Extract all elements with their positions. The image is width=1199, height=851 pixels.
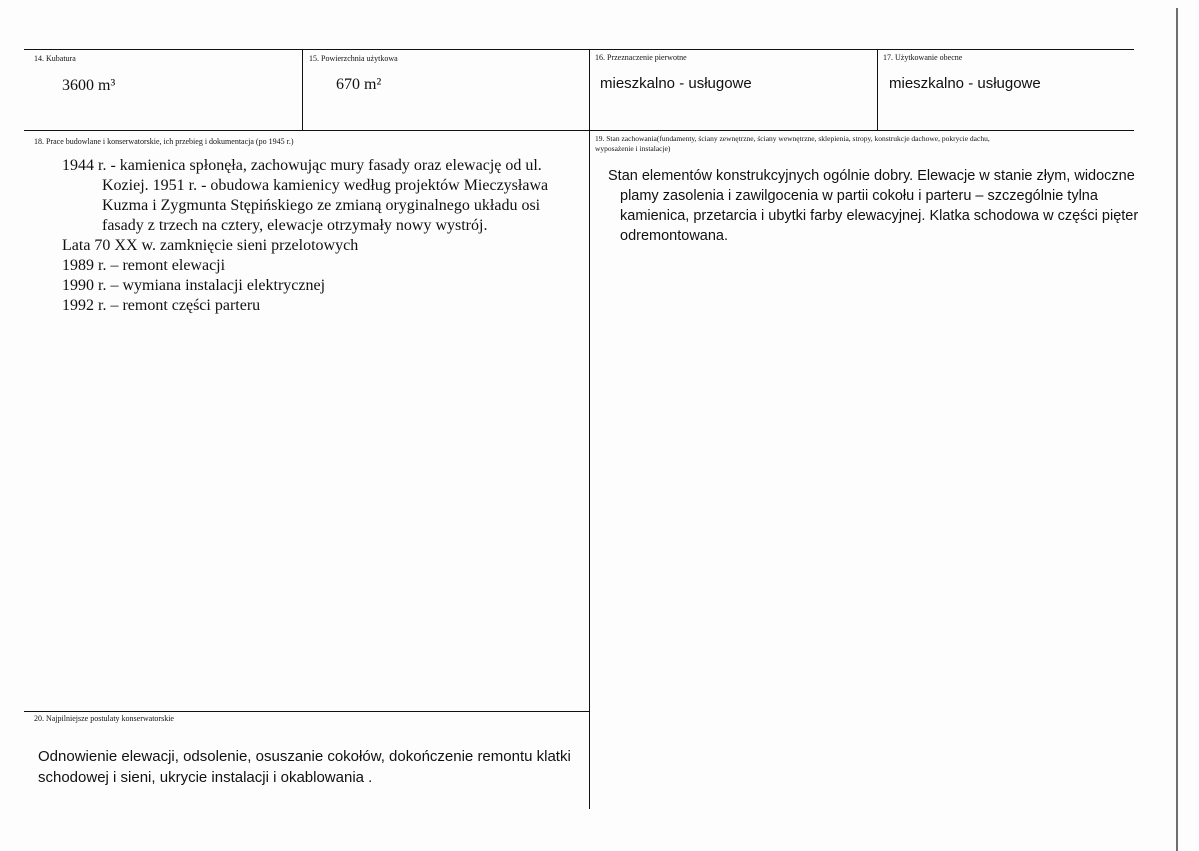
postulates-label: 20. Najpilniejsze postulaty konserwatorskie <box>34 714 174 723</box>
divider-16-17 <box>877 49 878 131</box>
current-use-value: mieszkalno - usługowe <box>889 75 1041 92</box>
usable-area-value: 670 m² <box>336 76 382 93</box>
condition-label-line2: wyposażenie i instalacje) <box>595 144 671 153</box>
works-content <box>62 156 582 316</box>
original-purpose-value: mieszkalno - usługowe <box>600 75 752 92</box>
row1-bottom-rule <box>24 130 1134 131</box>
works-label: 18. Prace budowlane i konserwatorskie, ich przebieg i dokumentacja (po 1945 r.) <box>34 137 294 146</box>
scan-edge <box>1176 8 1178 851</box>
works-paragraph: 1944 r. - kamienica spłonęła, zachowując mury fasady oraz elewację od ul. Koziej. 1951 r. - obudowa kamienicy według projektów Mieczysława Kuzma i Zygmunta Stępińskiego ze zmianą oryginalnego układu osi fasady z trzech na cztery, elewacje otrzymały nowy wystrój. <box>62 157 549 234</box>
postulates-text: Odnowienie elewacji, odsolenie, osuszanie cokołów, dokończenie remontu klatki schodowej i sieni, ukrycie instalacji i okablowania . <box>38 748 571 786</box>
divider-14-15 <box>302 49 303 131</box>
postulates-top-rule <box>24 711 590 712</box>
cubature-value: 3600 m³ <box>62 77 116 94</box>
main-vertical-divider <box>589 49 590 809</box>
works-item: Lata 70 XX w. zamknięcie sieni przelotowych <box>62 237 359 254</box>
condition-text: Stan elementów konstrukcyjnych ogólnie dobry. Elewacje w stanie złym, widoczne plamy zasolenia i zawilgocenia w partii cokołu i parteru – szczególnie tylna kamienica, przetarcia i ubytki farby elewacyjnej. Klatka schodowa w części pięter odremontowana. <box>608 168 1139 244</box>
usable-area-label: 15. Powierzchnia użytkowa <box>309 54 398 63</box>
works-item: 1990 r. – wymiana instalacji elektrycznej <box>62 277 326 294</box>
works-item: 1992 r. – remont części parteru <box>62 297 261 314</box>
original-purpose-label: 16. Przeznaczenie pierwotne <box>595 53 687 62</box>
works-item: 1989 r. – remont elewacji <box>62 257 226 274</box>
top-rule <box>24 49 1134 50</box>
condition-label-line1: 19. Stan zachowania(fundamenty, ściany zewnętrzne, ściany wewnętrzne, sklepienia, stropy, konstrukcje dachowe, pokrycie dachu, <box>595 134 990 143</box>
cubature-label: 14. Kubatura <box>34 54 76 63</box>
current-use-label: 17. Użytkowanie obecne <box>883 53 963 62</box>
